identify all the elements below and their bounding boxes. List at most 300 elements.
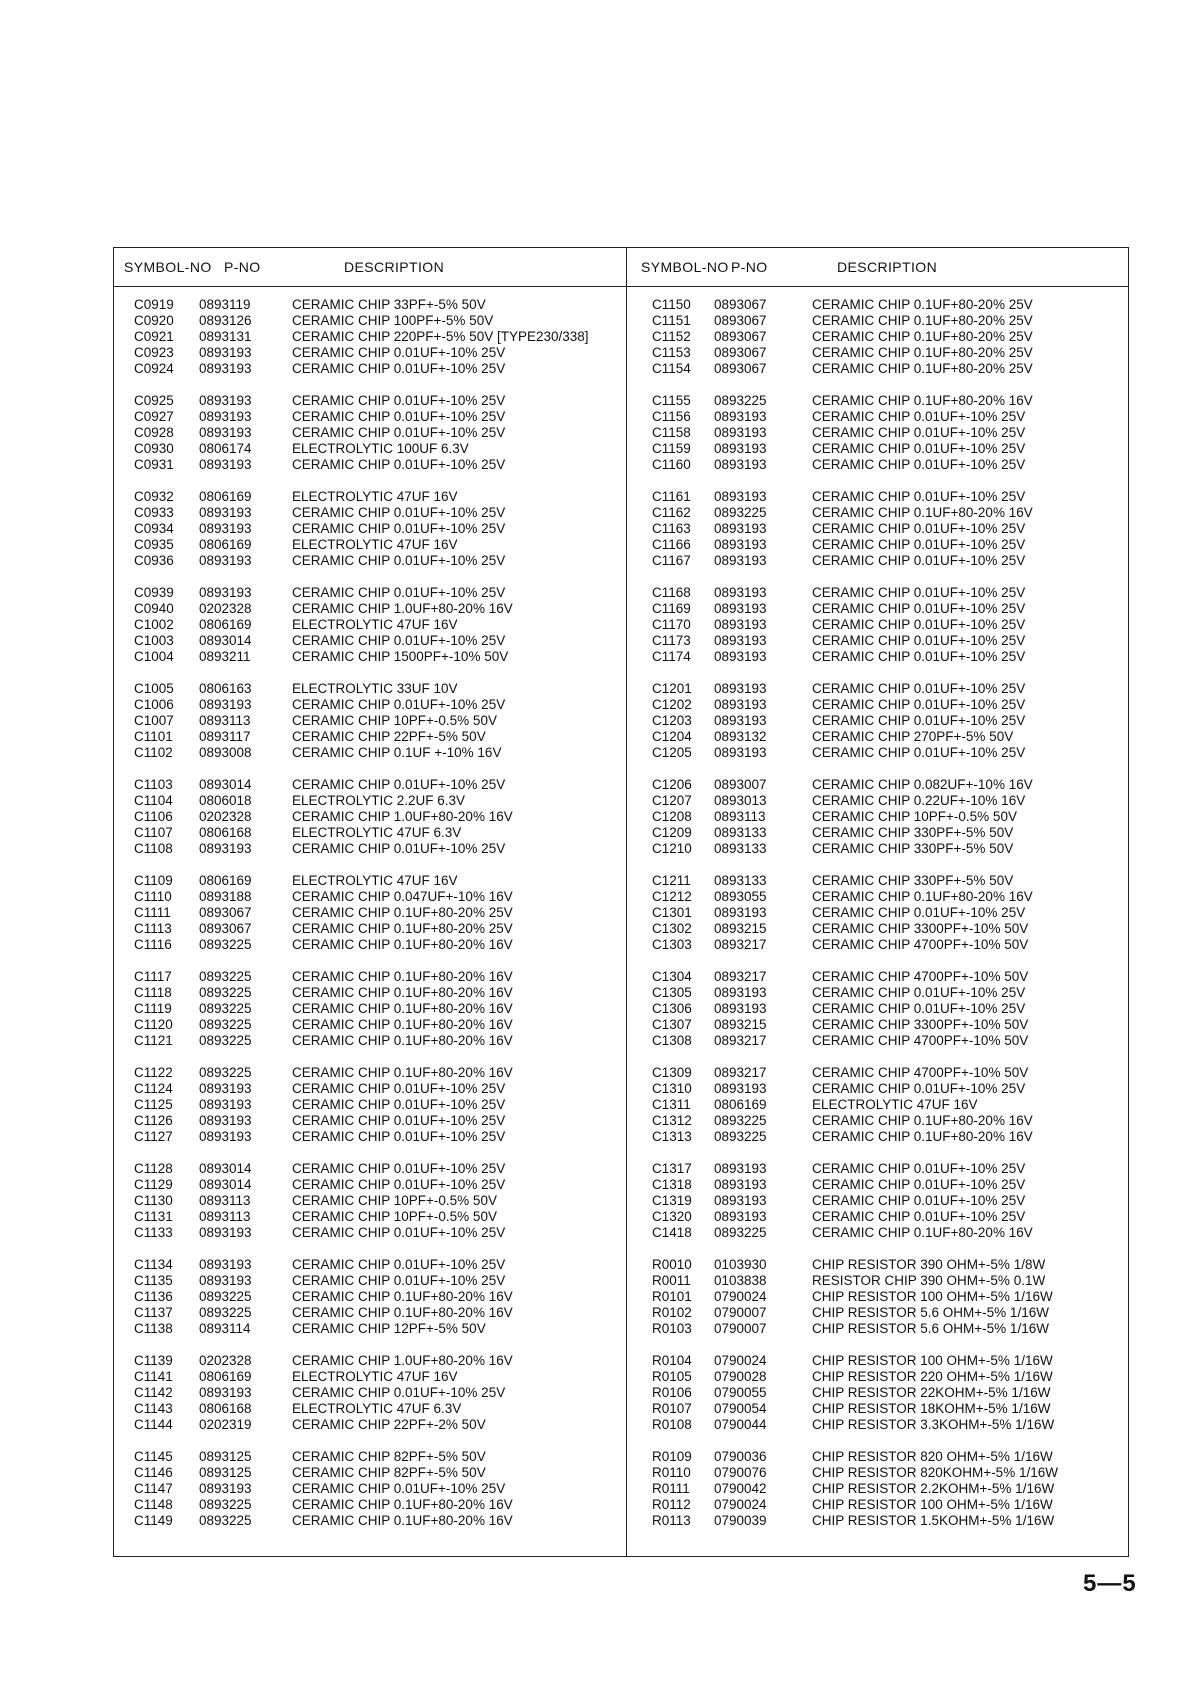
symbol-no-cell: C1002 [134, 617, 174, 632]
table-row [627, 1273, 1128, 1289]
table-row [114, 617, 626, 633]
table-row [627, 1017, 1128, 1033]
symbol-no-cell: C1302 [652, 921, 692, 936]
description-cell: CERAMIC CHIP 0.01UF+-10% 25V [292, 409, 506, 424]
description-cell: CERAMIC CHIP 0.01UF+-10% 25V [292, 1161, 506, 1176]
table-row [114, 313, 626, 329]
table-row [114, 1449, 626, 1465]
table-row [627, 1513, 1128, 1529]
symbol-no-cell: C1127 [134, 1129, 173, 1144]
description-cell: CERAMIC CHIP 0.01UF+-10% 25V [292, 361, 506, 376]
symbol-no-cell: C1166 [652, 537, 691, 552]
table-row [114, 1497, 626, 1513]
part-no-cell: 0893007 [714, 777, 767, 792]
table-row [627, 921, 1128, 937]
table-row [114, 1481, 626, 1497]
symbol-no-cell: C1305 [652, 985, 692, 1000]
table-row [114, 809, 626, 825]
symbol-no-cell: C1113 [134, 921, 172, 936]
table-row [627, 697, 1128, 713]
symbol-no-cell: C1139 [134, 1353, 173, 1368]
part-no-cell: 0893225 [199, 1017, 252, 1032]
table-row [114, 1017, 626, 1033]
symbol-no-cell: C1138 [134, 1321, 173, 1336]
table-row [627, 1385, 1128, 1401]
symbol-no-cell: R0105 [652, 1369, 692, 1384]
description-cell: CERAMIC CHIP 0.01UF+-10% 25V [292, 1225, 506, 1240]
parts-column-left [114, 248, 626, 1556]
description-cell: CERAMIC CHIP 0.01UF+-10% 25V [292, 1177, 506, 1192]
header-p-no: P-NO [731, 259, 768, 275]
part-no-cell: 0893055 [714, 889, 767, 904]
row-group [114, 489, 626, 569]
description-cell: ELECTROLYTIC 47UF 16V [812, 1097, 978, 1112]
part-no-cell: 0893215 [714, 921, 767, 936]
description-cell: CERAMIC CHIP 0.01UF+-10% 25V [292, 585, 506, 600]
description-cell: ELECTROLYTIC 47UF 16V [292, 1369, 458, 1384]
table-row [627, 537, 1128, 553]
symbol-no-cell: R0112 [652, 1497, 691, 1512]
table-row [627, 777, 1128, 793]
table-row [627, 489, 1128, 505]
table-row [114, 1209, 626, 1225]
column-header-right [627, 248, 1128, 287]
parts-list-table [113, 247, 1129, 1557]
symbol-no-cell: C0940 [134, 601, 174, 616]
row-group [114, 1257, 626, 1337]
part-no-cell: 0893126 [199, 313, 252, 328]
row-group [114, 1161, 626, 1241]
part-no-cell: 0806163 [199, 681, 252, 696]
part-no-cell: 0893125 [199, 1449, 252, 1464]
symbol-no-cell: C0934 [134, 521, 174, 536]
part-no-cell: 0806174 [199, 441, 252, 456]
description-cell: CERAMIC CHIP 0.01UF+-10% 25V [812, 697, 1026, 712]
table-row [627, 1097, 1128, 1113]
description-cell: CERAMIC CHIP 0.1UF+80-20% 16V [292, 985, 513, 1000]
description-cell: ELECTROLYTIC 47UF 16V [292, 489, 458, 504]
description-cell: CERAMIC CHIP 1.0UF+80-20% 16V [292, 809, 513, 824]
part-no-cell: 0893225 [199, 985, 252, 1000]
description-cell: CERAMIC CHIP 0.1UF+80-20% 25V [292, 905, 513, 920]
symbol-no-cell: C1151 [652, 313, 691, 328]
part-no-cell: 0893193 [714, 713, 767, 728]
table-row [627, 937, 1128, 953]
symbol-no-cell: C1173 [652, 633, 691, 648]
description-cell: ELECTROLYTIC 47UF 16V [292, 873, 458, 888]
symbol-no-cell: C0935 [134, 537, 174, 552]
table-row [114, 889, 626, 905]
row-group [627, 969, 1128, 1049]
part-no-cell: 0893119 [199, 297, 251, 312]
description-cell: CERAMIC CHIP 0.01UF+-10% 25V [292, 1385, 506, 1400]
part-no-cell: 0893193 [714, 1209, 767, 1224]
description-cell: CERAMIC CHIP 270PF+-5% 50V [812, 729, 1014, 744]
description-cell: CHIP RESISTOR 3.3KOHM+-5% 1/16W [812, 1417, 1055, 1432]
table-row [627, 1177, 1128, 1193]
table-row [627, 1305, 1128, 1321]
symbol-no-cell: C1320 [652, 1209, 692, 1224]
symbol-no-cell: C0920 [134, 313, 174, 328]
description-cell: CERAMIC CHIP 100PF+-5% 50V [292, 313, 494, 328]
part-no-cell: 0893225 [199, 937, 252, 952]
part-no-cell: 0893193 [199, 521, 252, 536]
symbol-no-cell: C1160 [652, 457, 691, 472]
symbol-no-cell: C0927 [134, 409, 174, 424]
symbol-no-cell: C1206 [652, 777, 692, 792]
part-no-cell: 0202328 [199, 1353, 252, 1368]
row-group [627, 297, 1128, 377]
part-no-cell: 0893067 [714, 329, 767, 344]
part-no-cell: 0893067 [199, 921, 252, 936]
table-row [114, 537, 626, 553]
symbol-no-cell: R0109 [652, 1449, 692, 1464]
symbol-no-cell: C1154 [652, 361, 691, 376]
table-row [627, 1353, 1128, 1369]
description-cell: CERAMIC CHIP 0.01UF+-10% 25V [812, 1081, 1026, 1096]
description-cell: CERAMIC CHIP 0.01UF+-10% 25V [812, 585, 1026, 600]
description-cell: CERAMIC CHIP 0.01UF+-10% 25V [292, 1257, 506, 1272]
symbol-no-cell: C1116 [134, 937, 172, 952]
part-no-cell: 0893117 [199, 729, 251, 744]
table-row [114, 585, 626, 601]
symbol-no-cell: C1104 [134, 793, 173, 808]
symbol-no-cell: C1101 [134, 729, 173, 744]
table-row [114, 873, 626, 889]
description-cell: CERAMIC CHIP 3300PF+-10% 50V [812, 1017, 1029, 1032]
symbol-no-cell: C0919 [134, 297, 174, 312]
description-cell: CERAMIC CHIP 3300PF+-10% 50V [812, 921, 1029, 936]
part-no-cell: 0893217 [714, 1065, 767, 1080]
description-cell: CERAMIC CHIP 0.1UF+80-20% 16V [812, 1129, 1033, 1144]
symbol-no-cell: C1308 [652, 1033, 692, 1048]
symbol-no-cell: C1203 [652, 713, 692, 728]
row-group [627, 1353, 1128, 1433]
row-group [627, 489, 1128, 569]
part-no-cell: 0893193 [714, 1081, 767, 1096]
table-row [114, 1273, 626, 1289]
row-group [627, 1161, 1128, 1241]
table-row [114, 1161, 626, 1177]
part-no-cell: 0790007 [714, 1321, 767, 1336]
symbol-no-cell: C1003 [134, 633, 174, 648]
symbol-no-cell: C1137 [134, 1305, 173, 1320]
part-no-cell: 0893193 [199, 1113, 252, 1128]
description-cell: CHIP RESISTOR 5.6 OHM+-5% 1/16W [812, 1305, 1049, 1320]
part-no-cell: 0893113 [714, 809, 766, 824]
table-row [114, 1321, 626, 1337]
part-no-cell: 0893225 [199, 1033, 252, 1048]
symbol-no-cell: C1122 [134, 1065, 173, 1080]
symbol-no-cell: C1207 [652, 793, 692, 808]
symbol-no-cell: C1306 [652, 1001, 692, 1016]
symbol-no-cell: C1311 [652, 1097, 691, 1112]
description-cell: CERAMIC CHIP 0.1UF+80-20% 25V [292, 921, 513, 936]
row-group [114, 585, 626, 665]
part-no-cell: 0893067 [714, 345, 767, 360]
symbol-no-cell: C1106 [134, 809, 173, 824]
description-cell: CERAMIC CHIP 0.01UF+-10% 25V [292, 505, 506, 520]
part-no-cell: 0893193 [199, 1097, 252, 1112]
symbol-no-cell: R0106 [652, 1385, 692, 1400]
symbol-no-cell: C1142 [134, 1385, 173, 1400]
symbol-no-cell: C1135 [134, 1273, 173, 1288]
table-row [114, 825, 626, 841]
rows-right [627, 297, 1128, 1545]
table-row [627, 841, 1128, 857]
part-no-cell: 0893193 [199, 361, 252, 376]
part-no-cell: 0790055 [714, 1385, 767, 1400]
description-cell: CERAMIC CHIP 0.01UF+-10% 25V [812, 1209, 1026, 1224]
table-row [627, 313, 1128, 329]
part-no-cell: 0893193 [714, 601, 767, 616]
symbol-no-cell: C0932 [134, 489, 174, 504]
table-row [114, 777, 626, 793]
table-row [114, 1081, 626, 1097]
description-cell: CERAMIC CHIP 0.1UF+80-20% 25V [812, 361, 1033, 376]
description-cell: CHIP RESISTOR 2.2KOHM+-5% 1/16W [812, 1481, 1055, 1496]
row-group [114, 681, 626, 761]
symbol-no-cell: R0103 [652, 1321, 692, 1336]
part-no-cell: 0790054 [714, 1401, 767, 1416]
symbol-no-cell: C0923 [134, 345, 174, 360]
part-no-cell: 0790044 [714, 1417, 767, 1432]
row-group [627, 681, 1128, 761]
table-row [627, 601, 1128, 617]
description-cell: CERAMIC CHIP 0.1UF+80-20% 16V [812, 505, 1033, 520]
description-cell: CERAMIC CHIP 330PF+-5% 50V [812, 873, 1014, 888]
part-no-cell: 0893193 [199, 345, 252, 360]
table-row [114, 1257, 626, 1273]
part-no-cell: 0893193 [199, 1081, 252, 1096]
part-no-cell: 0893193 [714, 1177, 767, 1192]
symbol-no-cell: C1109 [134, 873, 173, 888]
part-no-cell: 0893225 [714, 1129, 767, 1144]
symbol-no-cell: R0102 [652, 1305, 692, 1320]
description-cell: CERAMIC CHIP 330PF+-5% 50V [812, 825, 1014, 840]
description-cell: CERAMIC CHIP 12PF+-5% 50V [292, 1321, 486, 1336]
symbol-no-cell: C1111 [134, 905, 171, 920]
part-no-cell: 0893133 [714, 873, 767, 888]
part-no-cell: 0893125 [199, 1465, 252, 1480]
table-row [627, 809, 1128, 825]
header-symbol-no: SYMBOL-NO [641, 259, 729, 275]
symbol-no-cell: C1125 [134, 1097, 173, 1112]
row-group [627, 1065, 1128, 1145]
row-group [627, 1257, 1128, 1337]
symbol-no-cell: C1158 [652, 425, 691, 440]
description-cell: CHIP RESISTOR 820 OHM+-5% 1/16W [812, 1449, 1053, 1464]
table-row [114, 1113, 626, 1129]
description-cell: CERAMIC CHIP 0.01UF+-10% 25V [812, 713, 1026, 728]
symbol-no-cell: R0108 [652, 1417, 692, 1432]
table-row [627, 1193, 1128, 1209]
table-row [114, 1177, 626, 1193]
table-row [114, 1401, 626, 1417]
symbol-no-cell: R0110 [652, 1465, 691, 1480]
description-cell: CERAMIC CHIP 0.01UF+-10% 25V [292, 393, 506, 408]
symbol-no-cell: C1134 [134, 1257, 173, 1272]
symbol-no-cell: C1108 [134, 841, 173, 856]
description-cell: CERAMIC CHIP 0.22UF+-10% 16V [812, 793, 1026, 808]
part-no-cell: 0893193 [199, 1273, 252, 1288]
description-cell: ELECTROLYTIC 47UF 16V [292, 617, 458, 632]
part-no-cell: 0893014 [199, 777, 252, 792]
row-group [114, 297, 626, 377]
table-row [114, 1289, 626, 1305]
table-row [627, 681, 1128, 697]
row-group [627, 585, 1128, 665]
description-cell: CERAMIC CHIP 0.01UF+-10% 25V [812, 745, 1026, 760]
part-no-cell: 0893193 [714, 425, 767, 440]
table-row [114, 409, 626, 425]
symbol-no-cell: C1170 [652, 617, 691, 632]
part-no-cell: 0893113 [199, 713, 251, 728]
description-cell: CERAMIC CHIP 0.1UF+80-20% 25V [812, 297, 1033, 312]
symbol-no-cell: C1126 [134, 1113, 173, 1128]
description-cell: CERAMIC CHIP 220PF+-5% 50V [TYPE230/338] [292, 329, 589, 344]
description-cell: CERAMIC CHIP 0.01UF+-10% 25V [292, 457, 506, 472]
symbol-no-cell: C1418 [652, 1225, 692, 1240]
part-no-cell: 0790024 [714, 1497, 767, 1512]
description-cell: CHIP RESISTOR 100 OHM+-5% 1/16W [812, 1353, 1053, 1368]
table-row [114, 329, 626, 345]
symbol-no-cell: C1159 [652, 441, 691, 456]
symbol-no-cell: C1169 [652, 601, 691, 616]
part-no-cell: 0806169 [199, 873, 252, 888]
part-no-cell: 0893193 [714, 745, 767, 760]
symbol-no-cell: C1307 [652, 1017, 692, 1032]
table-row [627, 1001, 1128, 1017]
part-no-cell: 0893193 [199, 425, 252, 440]
description-cell: CERAMIC CHIP 22PF+-5% 50V [292, 729, 486, 744]
description-cell: CERAMIC CHIP 0.082UF+-10% 16V [812, 777, 1033, 792]
table-row [114, 649, 626, 665]
description-cell: CHIP RESISTOR 22KOHM+-5% 1/16W [812, 1385, 1051, 1400]
description-cell: CERAMIC CHIP 0.1UF+80-20% 16V [812, 1113, 1033, 1128]
part-no-cell: 0202319 [199, 1417, 252, 1432]
symbol-no-cell: C1110 [134, 889, 172, 904]
description-cell: CERAMIC CHIP 0.01UF+-10% 25V [292, 841, 506, 856]
symbol-no-cell: C1152 [652, 329, 691, 344]
header-p-no: P-NO [224, 259, 261, 275]
symbol-no-cell: C1107 [134, 825, 173, 840]
table-row [114, 745, 626, 761]
description-cell: CERAMIC CHIP 0.01UF+-10% 25V [812, 617, 1026, 632]
table-row [114, 1065, 626, 1081]
part-no-cell: 0893193 [714, 553, 767, 568]
part-no-cell: 0893113 [199, 1193, 251, 1208]
description-cell: CERAMIC CHIP 0.01UF+-10% 25V [812, 633, 1026, 648]
table-row [114, 841, 626, 857]
table-row [114, 1353, 626, 1369]
description-cell: CERAMIC CHIP 0.01UF+-10% 25V [292, 633, 506, 648]
description-cell: CERAMIC CHIP 0.01UF+-10% 25V [292, 1273, 506, 1288]
table-row [114, 1513, 626, 1529]
table-row [114, 713, 626, 729]
part-no-cell: 0893067 [714, 313, 767, 328]
description-cell: CERAMIC CHIP 10PF+-0.5% 50V [812, 809, 1017, 824]
description-cell: CERAMIC CHIP 0.01UF+-10% 25V [812, 985, 1026, 1000]
symbol-no-cell: C1310 [652, 1081, 692, 1096]
table-row [114, 457, 626, 473]
description-cell: CERAMIC CHIP 0.1UF+80-20% 16V [292, 1497, 513, 1512]
symbol-no-cell: C1303 [652, 937, 692, 952]
description-cell: CERAMIC CHIP 4700PF+-10% 50V [812, 1033, 1029, 1048]
part-no-cell: 0893188 [199, 889, 252, 904]
part-no-cell: 0893193 [714, 985, 767, 1000]
symbol-no-cell: C0939 [134, 585, 174, 600]
table-row [627, 1449, 1128, 1465]
part-no-cell: 0893193 [714, 1161, 767, 1176]
description-cell: CERAMIC CHIP 0.01UF+-10% 25V [812, 441, 1026, 456]
part-no-cell: 0806168 [199, 1401, 252, 1416]
table-row [114, 1385, 626, 1401]
description-cell: CERAMIC CHIP 0.01UF+-10% 25V [292, 1081, 506, 1096]
description-cell: CERAMIC CHIP 0.01UF+-10% 25V [812, 1161, 1026, 1176]
part-no-cell: 0103838 [714, 1273, 767, 1288]
symbol-no-cell: C1204 [652, 729, 692, 744]
part-no-cell: 0893193 [199, 841, 252, 856]
description-cell: CERAMIC CHIP 1500PF+-10% 50V [292, 649, 509, 664]
description-cell: CERAMIC CHIP 0.01UF+-10% 25V [812, 905, 1026, 920]
part-no-cell: 0893133 [714, 825, 767, 840]
description-cell: CERAMIC CHIP 0.1UF+80-20% 25V [812, 345, 1033, 360]
table-row [627, 1401, 1128, 1417]
symbol-no-cell: C1167 [652, 553, 691, 568]
description-cell: CERAMIC CHIP 0.1UF+80-20% 16V [812, 889, 1033, 904]
table-row [627, 1225, 1128, 1241]
description-cell: CERAMIC CHIP 4700PF+-10% 50V [812, 969, 1029, 984]
symbol-no-cell: R0010 [652, 1257, 692, 1272]
symbol-no-cell: C1174 [652, 649, 691, 664]
description-cell: CERAMIC CHIP 82PF+-5% 50V [292, 1449, 486, 1464]
parts-column-right [626, 248, 1128, 1556]
part-no-cell: 0893193 [199, 1129, 252, 1144]
description-cell: CERAMIC CHIP 0.1UF+80-20% 16V [292, 969, 513, 984]
symbol-no-cell: C1102 [134, 745, 173, 760]
table-row [627, 793, 1128, 809]
description-cell: CERAMIC CHIP 0.01UF+-10% 25V [812, 1177, 1026, 1192]
part-no-cell: 0893225 [199, 1065, 252, 1080]
table-row [114, 489, 626, 505]
description-cell: CERAMIC CHIP 0.1UF+80-20% 16V [292, 1001, 513, 1016]
table-row [114, 505, 626, 521]
symbol-no-cell: C0928 [134, 425, 174, 440]
symbol-no-cell: C1163 [652, 521, 691, 536]
table-row [627, 329, 1128, 345]
description-cell: CERAMIC CHIP 0.01UF+-10% 25V [812, 409, 1026, 424]
symbol-no-cell: C1208 [652, 809, 692, 824]
symbol-no-cell: C0930 [134, 441, 174, 456]
part-no-cell: 0893225 [199, 1497, 252, 1512]
description-cell: CERAMIC CHIP 1.0UF+80-20% 16V [292, 1353, 513, 1368]
symbol-no-cell: C1141 [134, 1369, 173, 1384]
symbol-no-cell: C1153 [652, 345, 691, 360]
part-no-cell: 0893113 [199, 1209, 251, 1224]
row-group [114, 1353, 626, 1433]
table-row [627, 1481, 1128, 1497]
part-no-cell: 0893193 [714, 649, 767, 664]
symbol-no-cell: C1201 [652, 681, 692, 696]
table-row [114, 601, 626, 617]
symbol-no-cell: C1124 [134, 1081, 173, 1096]
part-no-cell: 0790024 [714, 1289, 767, 1304]
symbol-no-cell: C1128 [134, 1161, 173, 1176]
symbol-no-cell: C1319 [652, 1193, 692, 1208]
table-row [114, 793, 626, 809]
description-cell: CERAMIC CHIP 10PF+-0.5% 50V [292, 713, 497, 728]
